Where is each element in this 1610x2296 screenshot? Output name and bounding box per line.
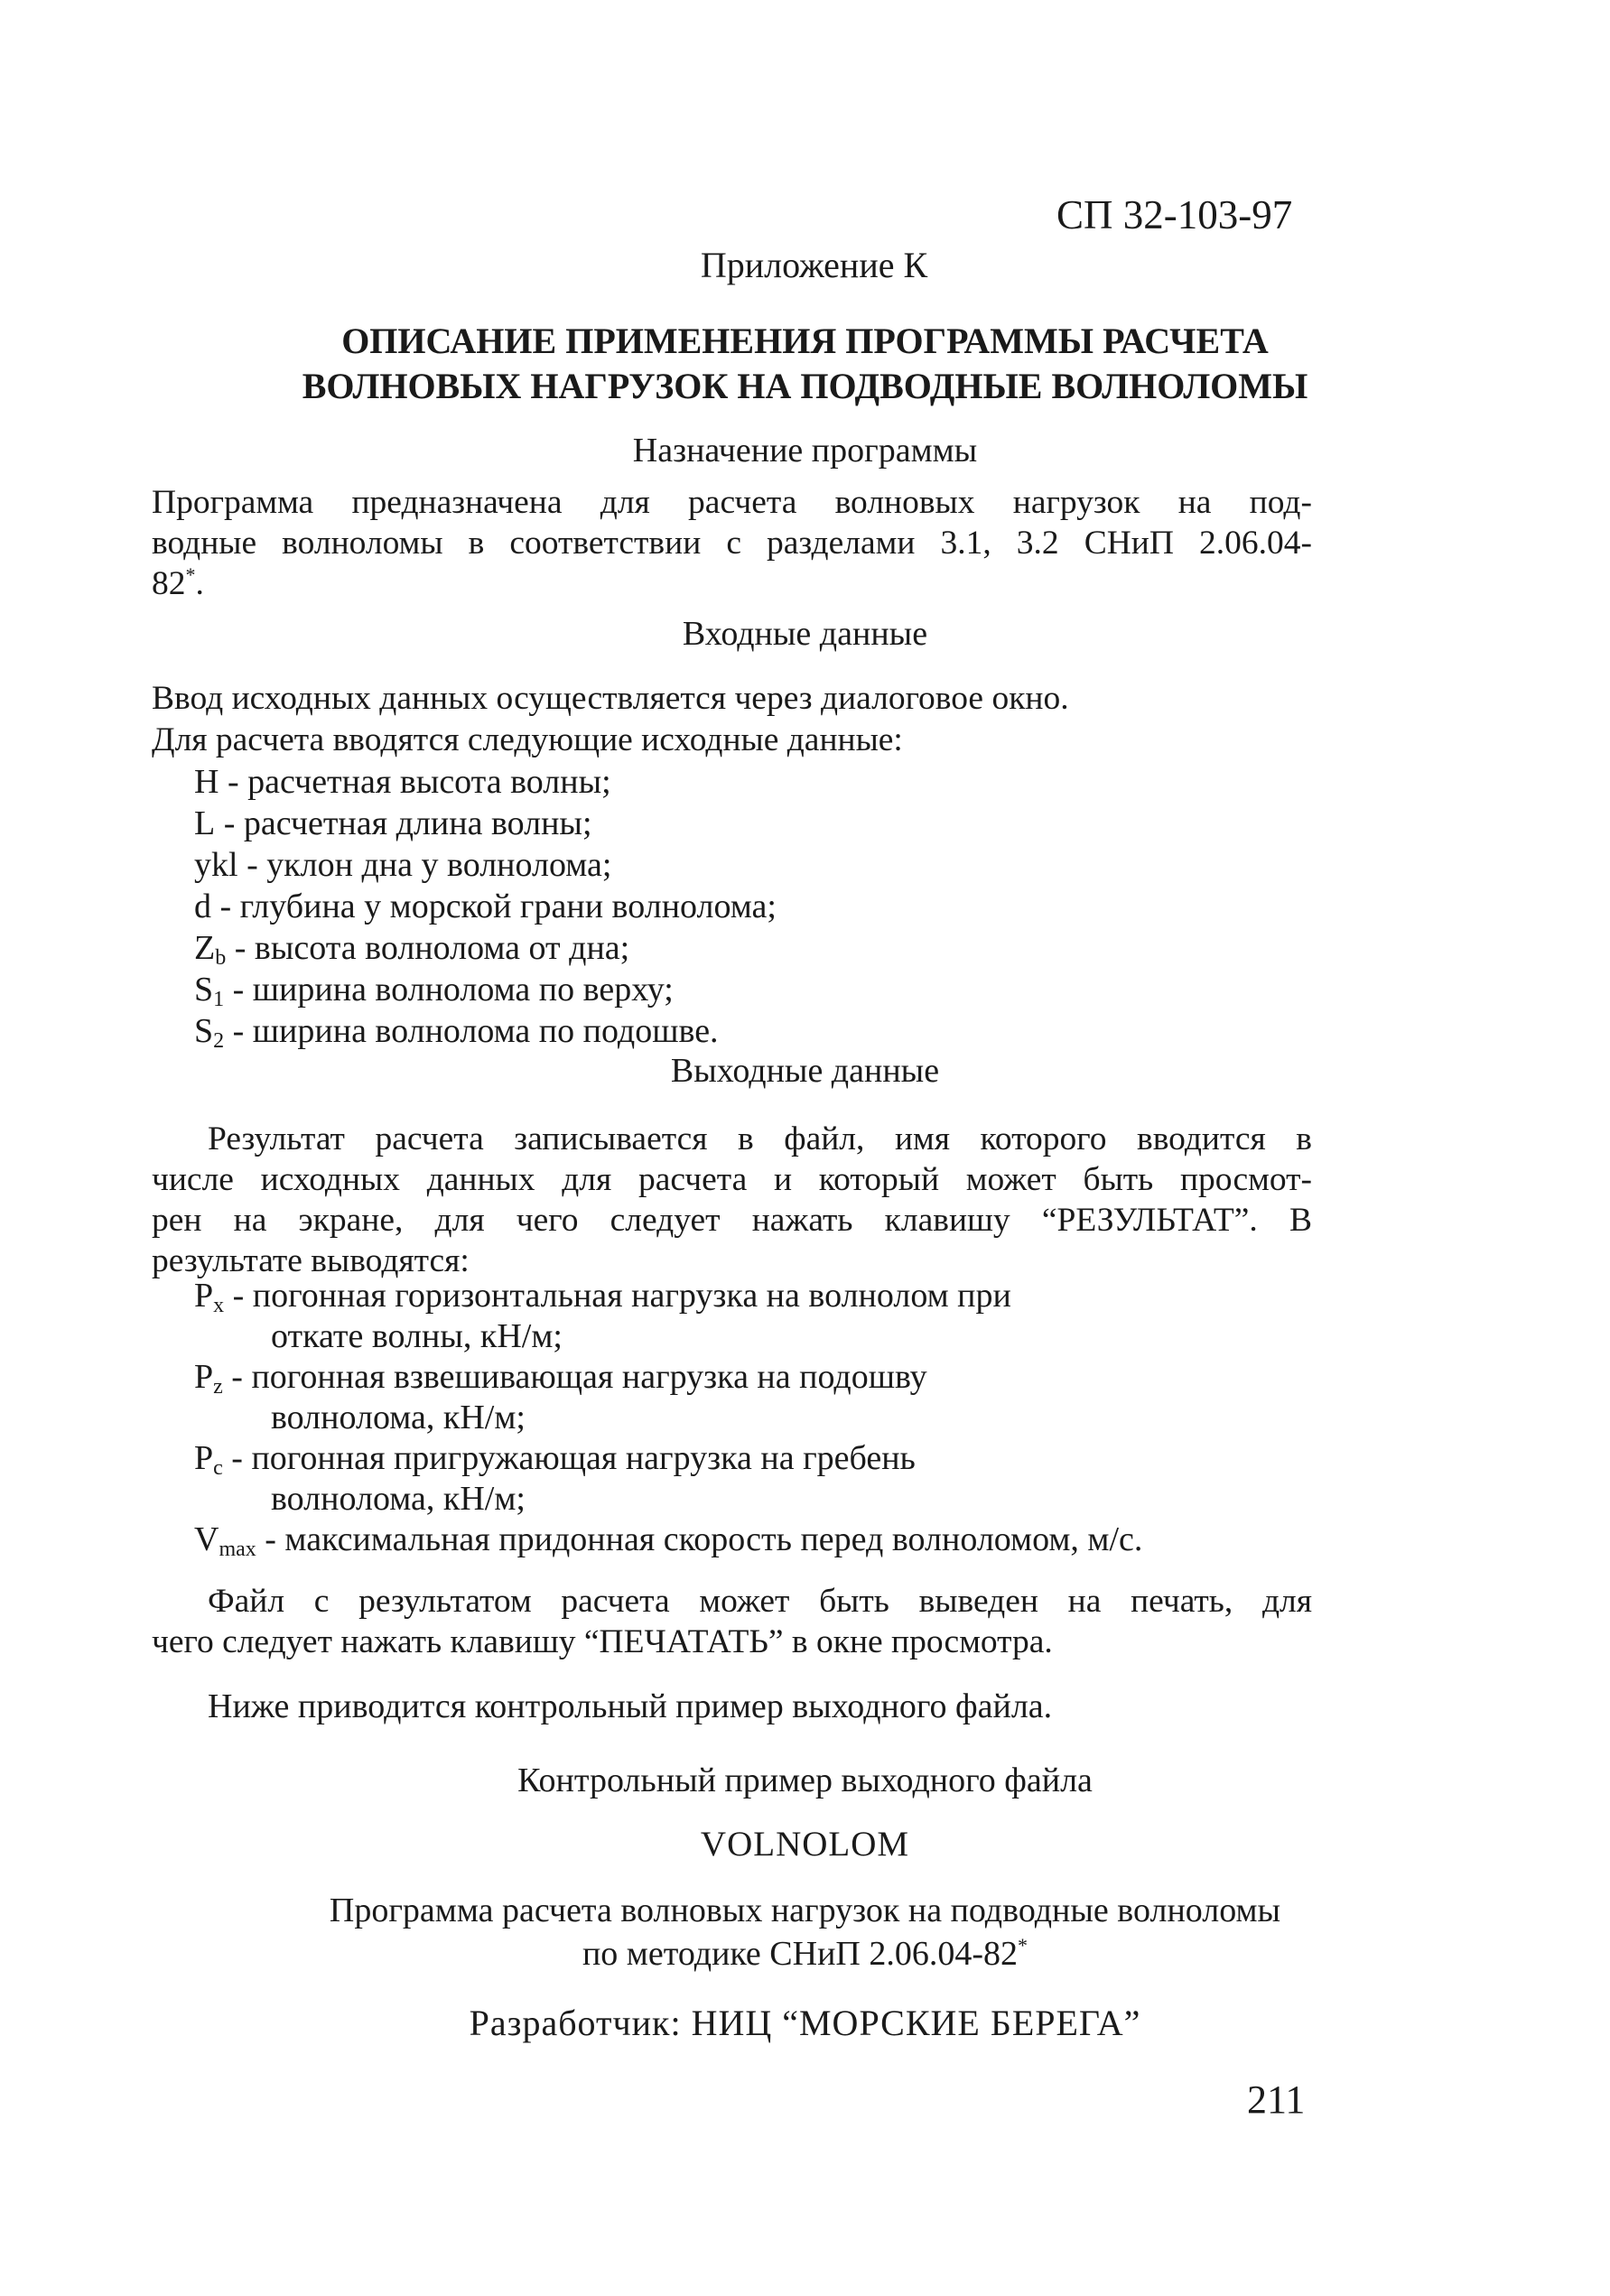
print-line: Файл с результатом расчета может быть выведен на печать, для <box>208 1583 1312 1620</box>
input-intro <box>152 679 1235 762</box>
output-line: Результат расчета записывается в файл, имя которого вводится в <box>208 1120 1312 1157</box>
list-item: d - глубина у морской грани волнолома; <box>194 888 777 925</box>
developer-line: Разработчик: НИЦ “МОРСКИЕ БЕРЕГА” <box>469 2003 1141 2043</box>
list-item: $Z_b$ - высота волнолома от дна; <box>194 929 630 970</box>
purpose-paragraph <box>152 483 1312 605</box>
asterisk-mark: * <box>185 563 196 586</box>
document-code: СП 32-103-97 <box>1056 192 1293 237</box>
list-item-continuation: волнолома, кН/м; <box>271 1399 526 1436</box>
input-parameter-list <box>194 761 777 1052</box>
list-item: $P_z$ - погонная взвешивающая нагрузка на подошву <box>194 1358 927 1399</box>
list-item: L - расчетная длина волны; <box>194 804 592 842</box>
output-line: результате выводятся: <box>152 1242 470 1279</box>
list-item: ykl - уклон дна у волнолома; <box>194 846 612 884</box>
program-description-line-2: по методике СНиП 2.06.04-82* <box>582 1934 1028 1973</box>
output-parameter-list <box>194 1276 1142 1560</box>
print-line: чего следует нажать клавишу “ПЕЧАТАТЬ” в окне просмотра. <box>152 1623 1053 1660</box>
purpose-line: Программа предназначена для расчета волновых нагрузок на под- <box>152 484 1312 521</box>
section-heading-purpose: Назначение программы <box>632 432 978 469</box>
list-item: $P_c$ - погонная пригружающая нагрузка на гребень <box>194 1439 916 1480</box>
section-heading-example: Контрольный пример выходного файла <box>517 1762 1093 1799</box>
input-intro-line: Для расчета вводятся следующие исходные данные: <box>152 721 903 758</box>
program-name: VOLNOLOM <box>700 1825 910 1864</box>
output-paragraph <box>152 1120 1312 1282</box>
page-number: 211 <box>1247 2078 1306 2122</box>
purpose-line: водные волноломы в соответствии с разделами 3.1, 3.2 СНиП 2.06.04- <box>152 525 1312 562</box>
page-title-line-1: ОПИСАНИЕ ПРИМЕНЕНИЯ ПРОГРАММЫ РАСЧЕТА <box>341 321 1269 361</box>
example-intro: Ниже приводится контрольный пример выходного файла. <box>208 1687 1053 1725</box>
list-item: $S_1$ - ширина волнолома по верху; <box>194 971 674 1011</box>
list-item: $V_{max}$ - максимальная придонная скорость перед волноломом, м/с. <box>194 1520 1143 1561</box>
purpose-line: 82*. <box>152 563 204 602</box>
list-item: $P_x$ - погонная горизонтальная нагрузка на волнолом при <box>194 1277 1011 1317</box>
section-heading-input: Входные данные <box>682 615 928 653</box>
print-paragraph <box>152 1582 1312 1663</box>
list-item-continuation: откате волны, кН/м; <box>271 1317 563 1355</box>
page-title-line-2: ВОЛНОВЫХ НАГРУЗОК НА ПОДВОДНЫЕ ВОЛНОЛОМЫ <box>302 366 1308 406</box>
program-description-line-1: Программа расчета волновых нагрузок на подводные волноломы <box>329 1892 1281 1929</box>
list-item-continuation: волнолома, кН/м; <box>271 1480 526 1518</box>
list-item: H - расчетная высота волны; <box>194 763 611 801</box>
list-item: $S_2$ - ширина волнолома по подошве. <box>194 1012 719 1053</box>
output-line: числе исходных данных для расчета и который может быть просмот- <box>152 1161 1312 1198</box>
output-line: рен на экране, для чего следует нажать клавишу “РЕЗУЛЬТАТ”. В <box>152 1202 1312 1239</box>
asterisk-mark: * <box>1018 1934 1028 1957</box>
appendix-label: Приложение К <box>700 245 928 285</box>
section-heading-output: Выходные данные <box>670 1052 940 1090</box>
input-intro-line: Ввод исходных данных осуществляется через диалоговое окно. <box>152 680 1069 717</box>
